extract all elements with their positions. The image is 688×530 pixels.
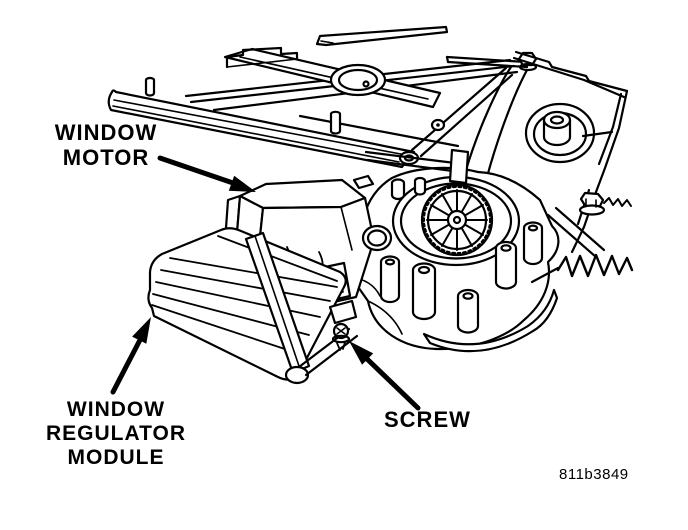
rail-peg [331, 112, 340, 134]
bolt-right [580, 193, 631, 215]
label-line: SCREW [384, 407, 471, 432]
label-line: MODULE [67, 446, 165, 469]
label-window-regulator-module [28, 398, 204, 470]
support-arm [466, 67, 527, 178]
figure-number: 811b3849 [559, 466, 629, 483]
rail-peg [146, 78, 154, 96]
label-window-motor [36, 120, 176, 170]
label-line: MOTOR [62, 145, 150, 170]
label-line: REGULATOR [45, 422, 187, 445]
pivot-recess [526, 104, 612, 162]
label-line: WINDOW [54, 120, 158, 145]
label-line: WINDOW [66, 398, 166, 421]
label-screw [384, 408, 494, 432]
window-regulator-module-arrow [113, 317, 151, 392]
screw-arrow [349, 341, 418, 408]
trim-strip [317, 27, 447, 45]
